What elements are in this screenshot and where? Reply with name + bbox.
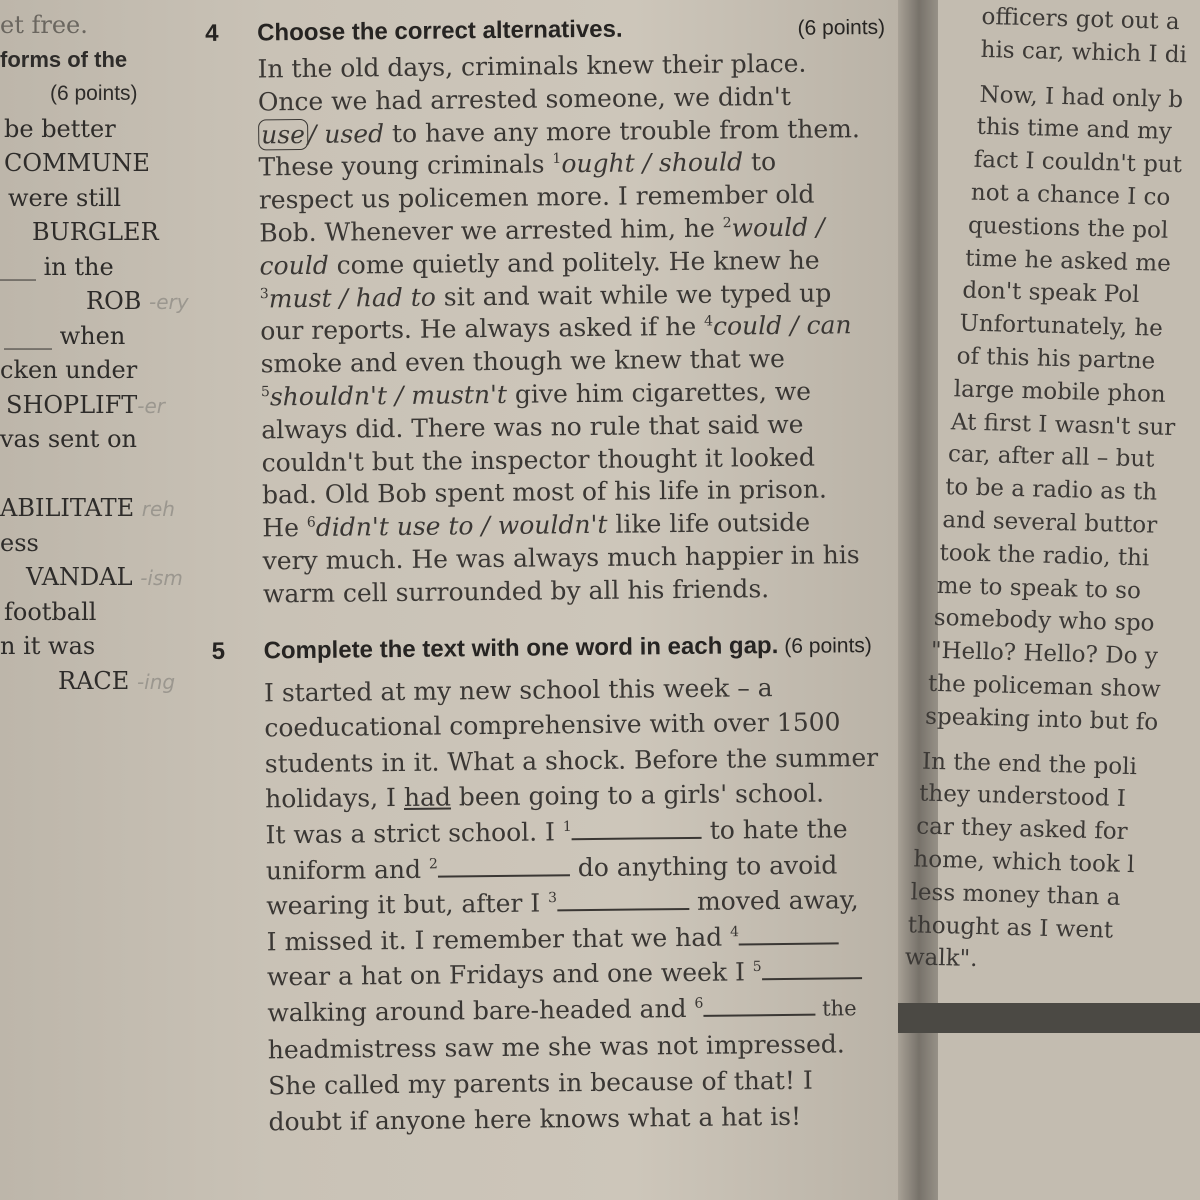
exercise-number: 4 <box>205 19 219 47</box>
left-line: VANDAL -ism <box>26 563 183 591</box>
passage-line: These young criminals $^1$ought / should to <box>258 147 777 182</box>
answer-gap[interactable] <box>703 994 815 1017</box>
left-line: ROB -ery <box>86 287 189 315</box>
exercise-5-passage <box>264 668 907 1139</box>
left-line: vas sent on <box>0 425 137 453</box>
passage-line: always did. There was no rule that said we <box>261 409 804 445</box>
left-line: n it was <box>0 632 96 660</box>
right-line: of this his partne <box>956 343 1156 375</box>
left-line: (6 points) <box>50 82 138 105</box>
passage-line: $^5$shouldn't / mustn't give him cigarettes, we <box>260 376 812 412</box>
passage-line: could come quietly and politely. He knew he <box>259 245 820 281</box>
pencil-note: -ing <box>136 669 176 694</box>
right-line: questions the pol <box>967 212 1169 244</box>
left-line: COMMUNE <box>4 149 150 177</box>
left-line: ___ in the <box>0 252 114 281</box>
right-line: this time and my <box>976 114 1173 146</box>
right-line: car they asked for <box>916 813 1128 846</box>
exercise-number: 5 <box>211 637 226 665</box>
right-line: officers got out a <box>981 3 1181 36</box>
right-line: not a chance I co <box>970 179 1171 211</box>
right-line: large mobile phon <box>953 376 1167 408</box>
left-line: ____ when <box>4 321 126 350</box>
left-line: et free. <box>0 11 88 39</box>
right-line: In the end the poli <box>921 748 1138 780</box>
passage-line: walking around bare-headed and $^6$ the <box>267 993 857 1028</box>
answer-gap[interactable] <box>739 922 839 945</box>
passage-line: students in it. What a shock. Before the summer <box>264 742 879 779</box>
right-line: thought as I went <box>907 911 1114 944</box>
passage-line: coeducational comprehensive with over 1500 <box>264 707 841 743</box>
pencil-note: reh <box>141 497 175 521</box>
exercise-title: Choose the correct alternatives. <box>256 15 623 47</box>
passage-line: warm cell surrounded by all his friends. <box>262 573 770 609</box>
center-column <box>205 13 907 1140</box>
answer-gap[interactable] <box>572 817 702 840</box>
passage-line: wear a hat on Fridays and one week I $^5$ <box>267 953 905 995</box>
passage-line: Once we had arrested someone, we didn't <box>257 81 792 117</box>
right-line: somebody who spo <box>933 605 1155 637</box>
right-line: walk". <box>904 944 978 973</box>
right-line: less money than a <box>910 879 1121 911</box>
passage-line: holidays, I had been going to a girls' school. <box>265 778 825 814</box>
passage-line: very much. He was always much happier in his <box>262 540 860 576</box>
right-line: Now, I had only b <box>979 81 1184 113</box>
right-line: took the radio, thi <box>939 539 1150 572</box>
answer-gap[interactable] <box>557 888 689 911</box>
right-line: car, after all – but <box>947 441 1155 473</box>
left-line: football <box>4 597 97 626</box>
passage-line: bad. Old Bob spent most of his life in prison. <box>261 474 828 510</box>
left-line: SHOPLIFT-er <box>6 390 166 419</box>
exercise-points: (6 points) <box>784 633 872 658</box>
passage-line: smoke and even though we knew that we <box>260 344 786 379</box>
underlined-example: had <box>403 782 452 813</box>
pencil-note: -er <box>137 393 166 418</box>
passage-line: wearing it but, after I $^3$ moved away, <box>266 885 859 921</box>
passage-line: She called my parents in because of that! I <box>268 1065 813 1101</box>
passage-line: Bob. Whenever we arrested him, he $^2$would / <box>259 212 825 248</box>
passage-line: uniform and $^2$ do anything to avoid <box>265 849 838 885</box>
right-line: his car, which I di <box>980 36 1188 69</box>
right-line: they understood I <box>918 780 1127 813</box>
left-line: ess <box>0 528 39 557</box>
right-line: time he asked me <box>964 245 1172 277</box>
dark-rule-band <box>898 1003 1200 1033</box>
right-line: Unfortunately, he <box>959 310 1164 342</box>
left-line: were still <box>8 183 122 212</box>
passage-line: I missed it. I remember that we had $^4$ <box>266 917 904 959</box>
circled-answer: use <box>258 119 308 151</box>
passage-line: respect us policemen more. I remember old <box>258 179 815 215</box>
right-line: speaking into but fo <box>924 703 1159 736</box>
left-line: RACE -ing <box>58 666 176 695</box>
left-line: be better <box>4 114 116 143</box>
left-line: BURGLER <box>32 218 159 246</box>
right-line: me to speak to so <box>936 572 1142 604</box>
exercise-4-passage <box>257 47 901 611</box>
passage-line: our reports. He always asked if he $^4$could / can <box>260 310 852 346</box>
right-line: "Hello? Hello? Do y <box>930 637 1159 670</box>
passage-line: I started at my new school this week – a <box>263 672 773 707</box>
exercise-4-heading <box>205 13 895 48</box>
left-line: forms of the <box>0 46 128 72</box>
passage-line: headmistress saw me she was not impressed. <box>267 1029 845 1065</box>
left-line: cken under <box>0 356 138 384</box>
passage-line: It was a strict school. I $^1$ to hate the <box>265 814 848 850</box>
passage-line: use / used to have any more trouble from them. <box>258 112 896 151</box>
right-line: fact I couldn't put <box>973 146 1183 179</box>
right-line: the policeman show <box>927 670 1161 703</box>
passage-line: In the old days, criminals knew their place. <box>257 48 807 84</box>
passage-line: couldn't but the inspector thought it looked <box>261 442 816 477</box>
right-line: don't speak Pol <box>962 277 1140 309</box>
answer-gap[interactable] <box>762 957 862 980</box>
exercise-5-heading <box>211 630 901 665</box>
right-line: home, which took l <box>913 846 1135 879</box>
left-line: ABILITATE reh <box>0 494 175 522</box>
right-line: At first I wasn't sur <box>950 408 1176 441</box>
pencil-note: -ery <box>149 290 189 314</box>
left-column <box>0 8 200 698</box>
pencil-note: -ism <box>140 566 183 590</box>
right-column <box>904 0 1200 982</box>
passage-line: He $^6$didn't use to / wouldn't like life outside <box>262 507 811 543</box>
exercise-title: Complete the text with one word in each gap. <box>263 631 779 664</box>
right-line: and several buttor <box>942 506 1158 539</box>
passage-line: $^3$must / had to sit and wait while we typed up <box>259 278 832 313</box>
passage-line: doubt if anyone here knows what a hat is! <box>268 1101 802 1137</box>
right-line: to be a radio as th <box>944 474 1158 506</box>
exercise-points: (6 points) <box>797 15 886 40</box>
answer-gap[interactable] <box>438 854 570 877</box>
left-line <box>0 457 200 492</box>
